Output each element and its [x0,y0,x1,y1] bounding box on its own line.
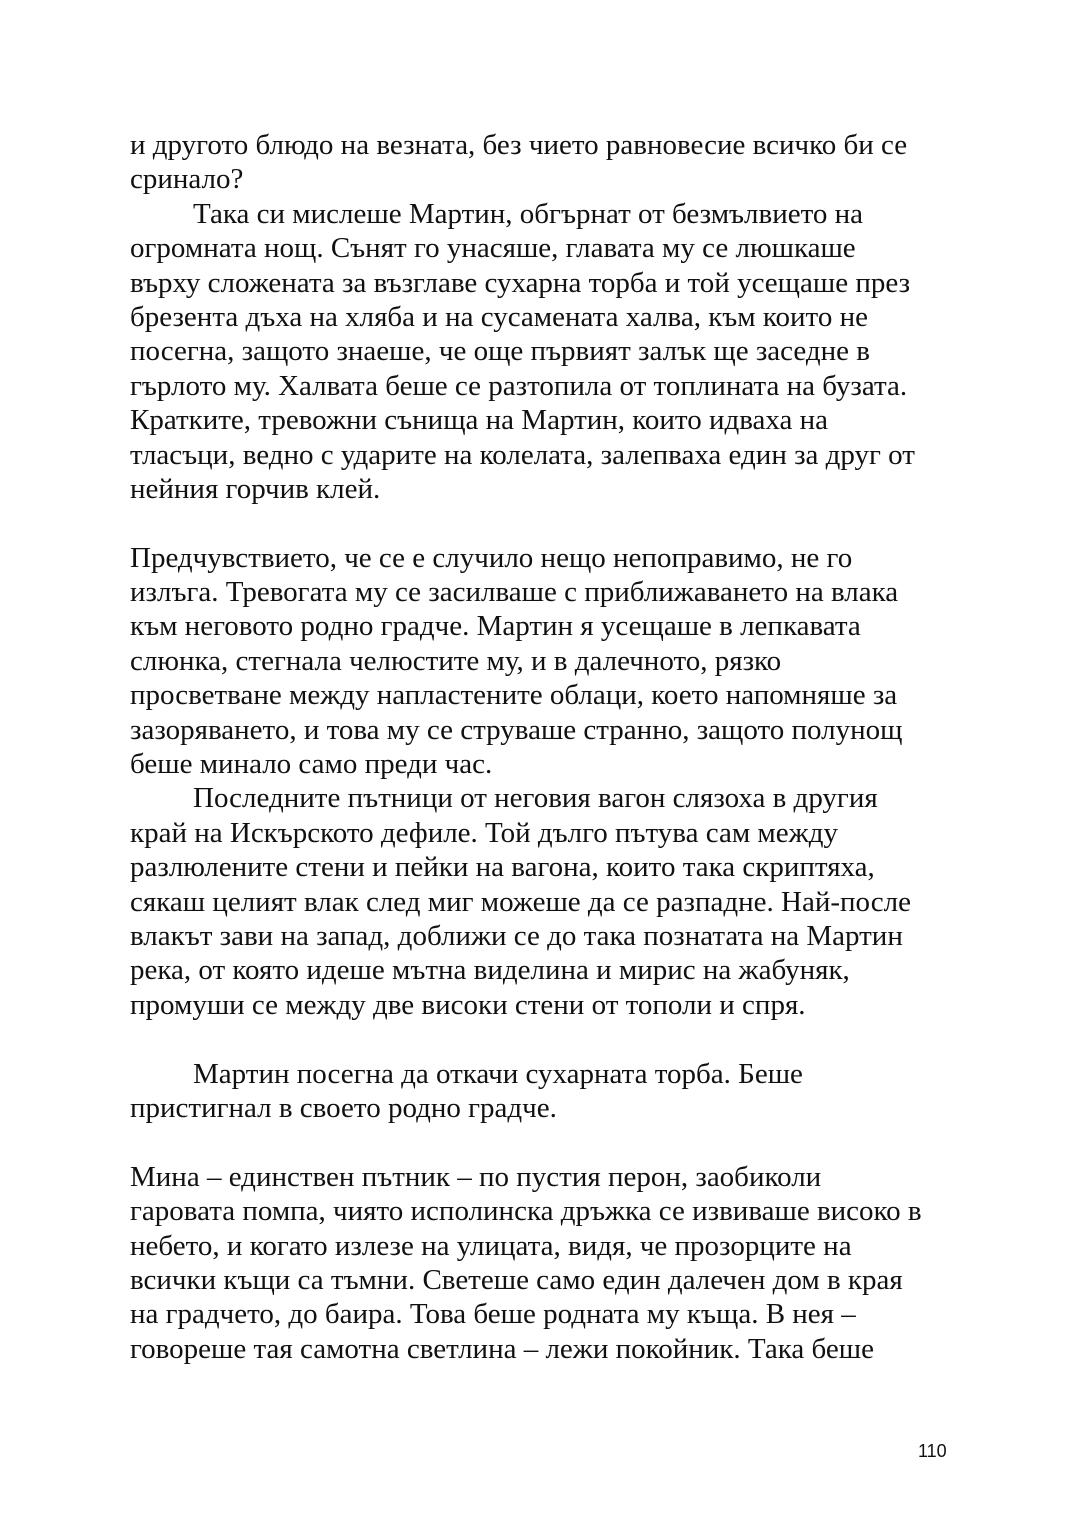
text-line: Така си мислеше Мартин, обгърнат от безмълвието на [193,197,864,230]
text-line: влакът зави на запад, доближи се до така познатата на Мартин [130,919,903,952]
text-line: всички къщи са тъмни. Светеше само един далечен дом в края [130,1263,903,1296]
text-line: слюнка, стегнала челюстите му, и в далечното, рязко [130,644,782,677]
text-line: Мина – единствен пътник – по пустия перон, заобиколи [130,1160,822,1193]
text-line: край на Искърското дефиле. Той дълго пътува сам между [130,816,838,849]
paragraph [130,128,960,197]
text-line: Предчувствието, че се е случило нещо непоправимо, не го [130,541,853,574]
text-line: небето, и когато излезе на улицата, видя, че прозорците на [130,1229,852,1262]
text-line: Мартин посегна да откачи сухарната торба. Беше [193,1057,803,1090]
paragraph [130,1057,960,1126]
paragraph-gap [130,1022,960,1056]
page-number: 110 [918,1441,947,1461]
text-line: беше минало само преди час. [130,748,493,781]
text-line: върху сложената за възглаве сухарна торба и той усещаше през [130,266,911,299]
text-line: зазоряването, и това му се струваше странно, защото полунощ [130,713,903,746]
text-line: гаровата помпа, чиято исполинска дръжка се извиваше високо в [130,1195,922,1228]
text-line: Кратките, тревожни сънища на Мартин, които идваха на [130,404,829,437]
text-line: нейния горчив клей. [130,472,381,505]
paragraph [130,541,960,782]
paragraph [130,197,960,507]
text-line: тласъци, ведно с ударите на колелата, залепваха един за друг от [130,438,915,471]
text-line: просветване между напластените облаци, което напомняше за [130,679,898,712]
text-line: излъга. Тревогата му се засилваше с приближаването на влака [130,576,899,609]
paragraph-gap [130,1125,960,1159]
text-line: промуши се между две високи стени от тополи и спря. [130,988,806,1021]
text-line: сякаш целият влак след миг можеше да се разпадне. Най-после [130,885,911,918]
text-line: пристигнал в своето родно градче. [130,1091,557,1124]
text-line: посегна, защото знаеше, че още първият залък ще заседне в [130,335,870,368]
text-line: на градчето, до баира. Това беше родната му къща. В нея – [130,1298,856,1331]
text-line: река, от която идеше мътна виделина и мирис на жабуняк, [130,954,850,987]
text-line: към неговото родно градче. Мартин я усещаше в лепкавата [130,610,861,643]
body-text [130,128,960,1366]
text-line: разлюлените стени и пейки на вагона, които така скриптяха, [130,851,875,884]
paragraph [130,1160,960,1366]
paragraph-gap [130,506,960,540]
text-line: сринало? [130,163,244,196]
text-line: говореше тая самотна светлина – лежи покойник. Така беше [130,1332,874,1365]
text-line: брезента дъха на хляба и на сусамената халва, към които не [130,300,868,333]
text-line: гърлото му. Халвата беше се разтопила от топлината на бузата. [130,369,908,402]
text-line: огромната нощ. Сънят го унасяше, главата му се люшкаше [130,232,856,265]
text-line: Последните пътници от неговия вагон слязоха в другия [193,782,878,815]
paragraph [130,781,960,1022]
text-line: и другото блюдо на везната, без чието равновесие всичко би се [130,129,908,161]
